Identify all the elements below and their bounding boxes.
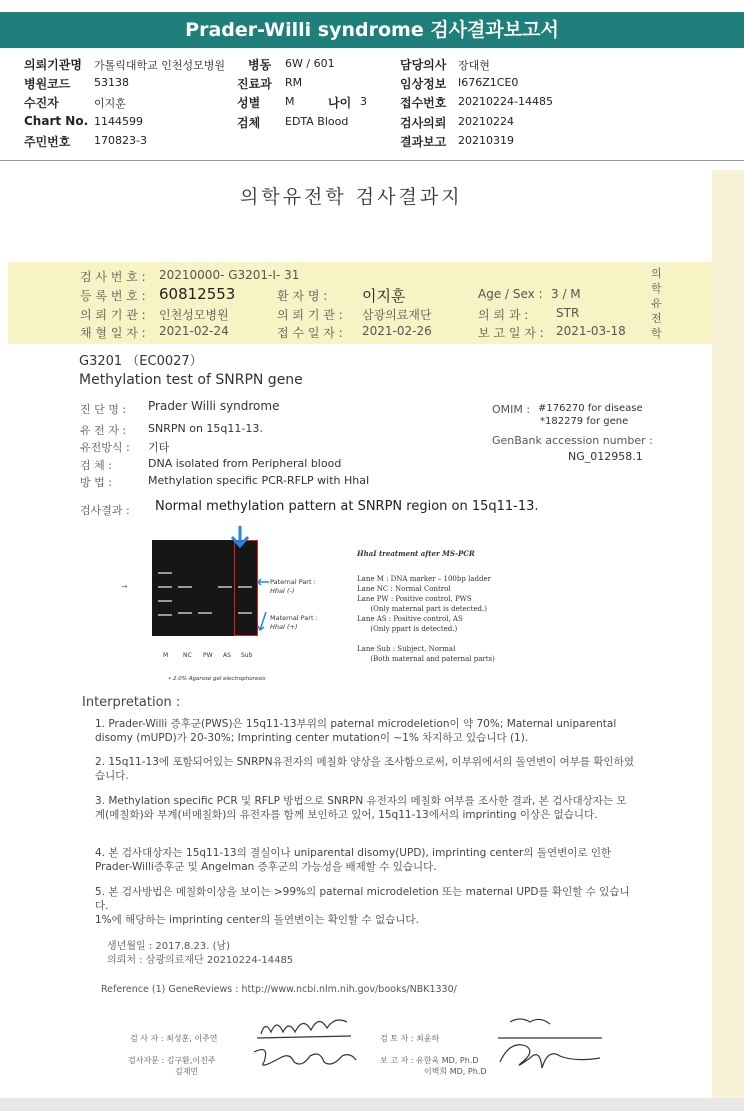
reference: Reference (1) GeneReviews : http://www.ncbi.nlm.nih.gov/books/NBK1330/ xyxy=(101,984,457,995)
field-label: 방 법 : xyxy=(80,476,112,489)
interpretation-item-3: 3. Methylation specific PCR 및 RFLP 방법으로 SNRPN 유전자의 메칠화 여부를 조사한 결과, 본 검사대상자는 모계(메칠화)와 부계(비메칠화)의 유전자를 함께 보인하고 있어, 15q11-13에서의 imprinting 이상은 없습니다. xyxy=(95,795,627,821)
advisor-line-2: 김재민 xyxy=(175,1067,199,1076)
lane-label: PW xyxy=(203,652,213,659)
header-value: 20210224 xyxy=(458,115,514,128)
pointer-arrows-icon xyxy=(256,576,270,636)
info-label: Age / Sex : xyxy=(478,287,543,301)
lane-legend: Lane M : DNA marker – 100bp ladder Lane NC : Normal Control Lane PW : Positive control, PWS (Only maternal part is detected.) Lane AS : Positive control, AS (Only ppart is detected.) Lane Sub : Subject, Normal (Both maternal and paternal parts) xyxy=(357,575,495,663)
exam-number: 20210000- G3201-I- 31 xyxy=(159,268,300,282)
info-label: 채 혈 일 자 : xyxy=(80,326,146,340)
header-label: 주민번호 xyxy=(24,135,71,149)
requesting-institution: 인천성모병원 xyxy=(159,308,229,322)
tester-line: 검 사 자 : 최성훈, 이주연 xyxy=(130,1034,218,1043)
info-label: 접 수 일 자 : xyxy=(277,326,343,340)
receive-date: 2021-02-26 xyxy=(362,324,432,338)
report-date: 2021-03-18 xyxy=(556,324,626,338)
info-label: 보 고 일 자 : xyxy=(478,326,544,340)
header-label: 결과보고 xyxy=(400,135,447,149)
interpretation-item-2: 2. 15q11-13에 포함되어있는 SNRPN유전자의 메칠화 양상을 조사함으로써, 이부위에서의 돌연변이 여부를 확인하였습니다. xyxy=(95,756,634,782)
method: Methylation specific PCR-RFLP with HhaI xyxy=(148,474,370,487)
header-value: M xyxy=(285,95,295,108)
header-label: 임상정보 xyxy=(400,77,447,91)
tester-signature xyxy=(255,1012,355,1042)
header-value: 20210319 xyxy=(458,134,514,147)
header-label: 성별 xyxy=(237,96,261,110)
info-label: 환 자 명 : xyxy=(277,289,328,303)
lane-label: NC xyxy=(183,652,192,659)
header-label: 접수번호 xyxy=(400,96,447,110)
test-name: Methylation test of SNRPN gene xyxy=(79,372,303,388)
report-title-bar xyxy=(0,12,744,48)
header-label: 검체 xyxy=(237,116,261,130)
header-value: 6W / 601 xyxy=(285,57,335,70)
reporter-signature xyxy=(490,1012,610,1072)
test-result: Normal methylation pattern at SNRPN region on 15q11-13. xyxy=(155,499,539,514)
header-value: 가톨릭대학교 인천성모병원 xyxy=(94,59,226,72)
omim-disease: #176270 for disease xyxy=(538,403,643,414)
report-header xyxy=(0,48,744,161)
registration-number: 60812553 xyxy=(159,285,236,303)
header-label: 나이 xyxy=(328,96,352,110)
department: STR xyxy=(556,306,580,320)
header-label: 병동 xyxy=(248,58,272,72)
age-sex: 3 / M xyxy=(551,287,581,301)
side-vertical-label: 의학유전학 xyxy=(651,267,662,340)
gel-band xyxy=(158,572,172,574)
info-label: 의 뢰 기 관 : xyxy=(277,308,343,322)
paternal-sub: HhaI (-) xyxy=(270,587,295,595)
gel-band xyxy=(178,612,192,614)
header-label: Chart No. xyxy=(24,114,89,128)
result-label: 검사결과 : xyxy=(80,504,130,517)
interpretation-item-5: 5. 본 검사방법은 메칠화이상을 보이는 >99%의 paternal microdeletion 또는 maternal UPD를 확인할 수 있습니다. 1%에 해당하는 imprinting center의 돌연변이는 확인할 수 없습니다. xyxy=(95,886,630,926)
draw-date: 2021-02-24 xyxy=(159,324,229,338)
header-label: 담당의사 xyxy=(400,58,447,72)
header-value: 이지훈 xyxy=(94,97,126,110)
diagnosis: Prader Willi syndrome xyxy=(148,399,280,413)
arrow-down-icon xyxy=(229,526,251,552)
date-of-birth: 생년월일 : 2017.8.23. (남) xyxy=(107,941,231,952)
interpretation-item-1: 1. Prader-Willi 증후군(PWS)은 15q11-13부위의 paternal microdeletion이 약 70%; Maternal uniparental disomy (mUPD)가 20-30%; Imprinting center mutation이 ~1% 차지하고 있습니다 (1). xyxy=(95,718,617,744)
field-label: 검 체 : xyxy=(80,459,112,472)
advisor-signature xyxy=(250,1042,360,1072)
interpretation-item-4: 4. 본 검사대상자는 15q11-13의 결실이나 uniparental disomy(UPD), imprinting center의 돌연변이로 인한 Prader-Willi증후군 및 Angelman 증후군의 가능성을 배제할 수 있습니다. xyxy=(95,847,612,873)
header-label: 검사의뢰 xyxy=(400,116,447,130)
info-label: 의 뢰 기 관 : xyxy=(80,308,146,322)
maternal-sub: HhaI (+) xyxy=(270,623,298,631)
gel-band xyxy=(158,614,172,616)
lane-label: Sub xyxy=(241,652,253,659)
header-value: 장대현 xyxy=(458,59,490,72)
header-label: 의뢰기관명 xyxy=(24,58,82,72)
header-label: 병원코드 xyxy=(24,77,71,91)
reporter-line-2: 이벽희 MD, Ph.D xyxy=(424,1067,487,1076)
gene: SNRPN on 15q11-13. xyxy=(148,422,263,435)
gel-band xyxy=(158,600,172,602)
sample: DNA isolated from Peripheral blood xyxy=(148,457,342,470)
reporter-line: 보 고 자 : 유한욱 MD, Ph.D xyxy=(380,1056,479,1065)
omim-gene: *182279 for gene xyxy=(540,416,629,427)
subject-lane-highlight xyxy=(234,540,258,636)
header-value: 3 xyxy=(360,95,367,108)
arrow-mark: → xyxy=(121,582,128,591)
header-value: RM xyxy=(285,76,303,89)
inheritance: 기타 xyxy=(148,441,170,454)
header-value: EDTA Blood xyxy=(285,115,349,128)
patient-name: 이지훈 xyxy=(362,287,406,305)
genbank-label: GenBank accession number : xyxy=(492,434,653,447)
header-value: 20210224-14485 xyxy=(458,95,553,108)
page-edge-strip xyxy=(712,170,744,1098)
test-code: G3201 （EC0027） xyxy=(79,354,203,369)
info-label: 검 사 번 호 : xyxy=(80,270,146,284)
header-value: 170823-3 xyxy=(94,134,147,147)
gel-band xyxy=(198,612,212,614)
reviewer-line: 검 토 자 : 최윤하 xyxy=(380,1034,440,1043)
gel-caption: • 2.0% Agarose gel electrophoresis xyxy=(168,676,266,682)
omim-label: OMIM : xyxy=(492,403,531,416)
field-label: 유 전 자 : xyxy=(80,424,127,437)
header-value: I676Z1CE0 xyxy=(458,76,519,89)
document-title: 의학유전학 검사결과지 xyxy=(240,186,463,208)
maternal-label: Maternal Part : xyxy=(270,614,318,622)
page-bottom-margin xyxy=(0,1098,744,1111)
genbank-accession: NG_012958.1 xyxy=(568,450,643,463)
info-label: 의 뢰 과 : xyxy=(478,308,529,322)
field-label: 유전방식 : xyxy=(80,441,130,454)
header-label: 진료과 xyxy=(237,77,272,91)
gel-band xyxy=(158,586,172,588)
figure-heading: HhaI treatment after MS-PCR xyxy=(357,549,475,558)
info-label: 등 록 번 호 : xyxy=(80,289,146,303)
paternal-label: Paternal Part : xyxy=(270,578,316,586)
lane-label: M xyxy=(163,652,169,659)
lane-label: AS xyxy=(223,652,231,659)
referrer: 의뢰처 : 삼광의료재단 20210224-14485 xyxy=(107,955,294,966)
gel-band xyxy=(218,586,232,588)
header-value: 1144599 xyxy=(94,115,143,128)
header-label: 수진자 xyxy=(24,96,59,110)
interpretation-heading: Interpretation : xyxy=(82,695,181,710)
requesting-institution-2: 삼광의료재단 xyxy=(362,308,432,322)
field-label: 진 단 명 : xyxy=(80,403,127,416)
header-value: 53138 xyxy=(94,76,129,89)
advisor-line: 검사자문 : 김구환,이진주 xyxy=(128,1056,216,1065)
report-title: Prader-Willi syndrome 검사결과보고서 xyxy=(185,19,559,41)
gel-band xyxy=(178,586,192,588)
